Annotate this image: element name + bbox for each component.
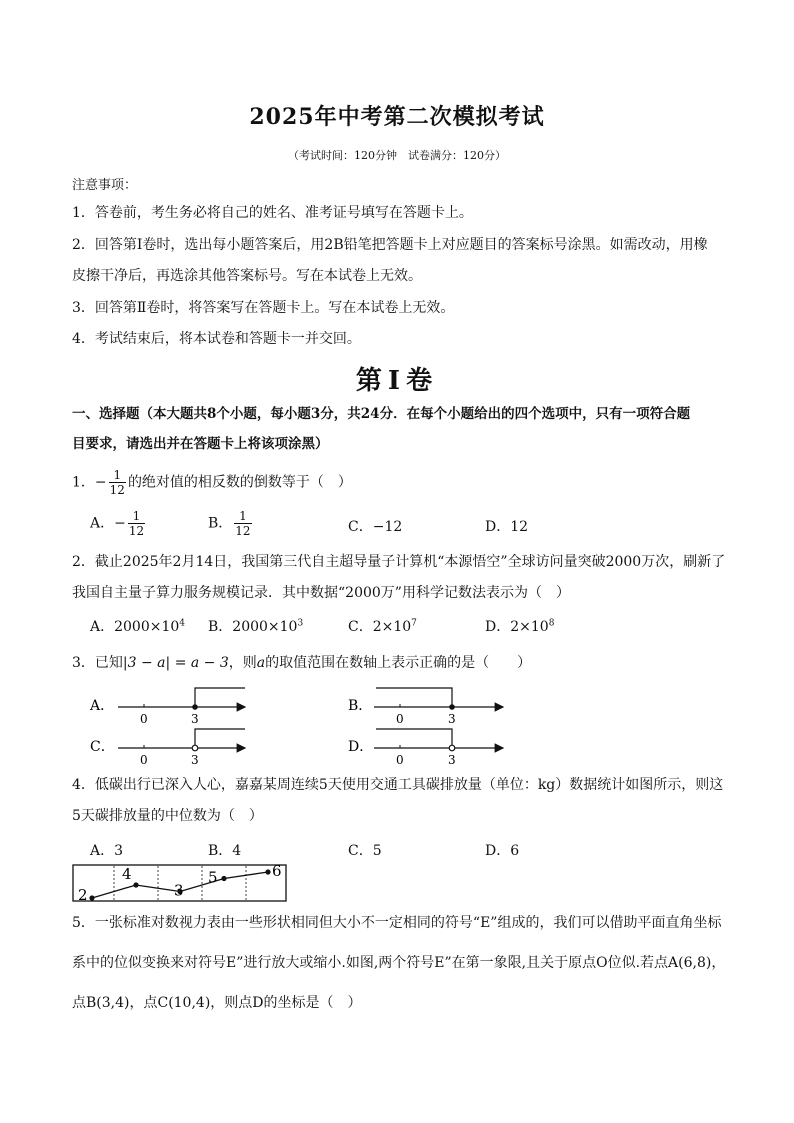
q2-option-a-exp: 4 — [179, 618, 186, 629]
q1-option-b-label: B． — [208, 515, 233, 532]
q1-option-a-den: 12 — [128, 524, 145, 538]
q1-option-b-fraction — [234, 509, 251, 538]
q1-option-b-num: 1 — [234, 509, 251, 524]
q3-prefix: 3．已知 — [72, 655, 123, 671]
question-5: 5．一张标准对数视力表由一些形状相同但大小不一定相同的符号“E”组成的，我们可以借助平面直角坐标 — [72, 915, 722, 931]
q3-expression: |3 − a| = a − 3 — [122, 655, 229, 671]
note-item-3: 3．回答第Ⅱ卷时，将答案写在答题卡上。写在本试卷上无效。 — [72, 300, 455, 316]
chart-point — [221, 876, 226, 881]
chart-point-label: 6 — [272, 864, 282, 880]
q1-fraction — [109, 468, 126, 497]
q3-number-line-d — [374, 729, 503, 767]
q3-option-b-label: B． — [348, 698, 373, 714]
question-5-cont: 系中的位似变换来对符号E”进行放大或缩小.如图,两个符号E”在第一象限,且关于原点O位似.若点A(6,8)， — [72, 955, 726, 971]
question-2-cont: 我国自主量子算力服务规模记录．其中数据“2000万”用科学记数法表示为（ ） — [72, 585, 570, 601]
q3-option-c-label: C． — [90, 739, 115, 755]
q2-option-b — [208, 616, 303, 636]
q4-option-c: C．5 — [348, 843, 382, 859]
chart-point — [265, 869, 270, 874]
chart-point-label: 2 — [78, 886, 88, 904]
q3-number-line-a — [118, 688, 245, 726]
chart-point — [133, 882, 138, 887]
question-5-cont-2: 点B(3,4)，点C(10,4)，则点D的坐标是（ ） — [72, 995, 362, 1011]
q2-option-c-exp: 7 — [411, 618, 417, 629]
q4-option-d: D．6 — [485, 843, 520, 859]
q3-d-tick-3: 3 — [448, 753, 456, 767]
q1-option-a-fraction — [128, 509, 145, 538]
q2-option-d-exp: 8 — [548, 618, 555, 629]
q1-frac-den: 12 — [109, 483, 125, 497]
question-4-cont: 5天碳排放量的中位数为（ ） — [72, 808, 263, 824]
q3-option-d-label: D． — [348, 739, 374, 755]
exam-title: 2025年中考第二次模拟考试 — [249, 104, 545, 130]
section-intro-cont: 目要求，请选出并在答题卡上将该项涂黑） — [72, 436, 329, 452]
q1-option-b — [208, 509, 254, 538]
q1-option-a — [90, 509, 147, 538]
q2-option-b-base: B．2000×10 — [208, 619, 298, 635]
q2-option-b-exp: 3 — [297, 618, 304, 629]
chart-point — [89, 895, 94, 900]
question-3 — [72, 653, 531, 673]
chart-point-label: 5 — [208, 868, 218, 887]
note-item-4: 4．考试结束后，将本试卷和答题卡一并交回。 — [72, 331, 361, 347]
question-4: 4．低碳出行已深入人心，嘉嘉某周连续5天使用交通工具碳排放量（单位：kg）数据统计如图所示，则这 — [72, 777, 724, 793]
q2-option-a-base: A．2000×10 — [90, 619, 180, 635]
notes-heading: 注意事项： — [72, 178, 138, 193]
q1-text: 的绝对值的相反数的倒数等于（ ） — [127, 474, 352, 491]
chart-point-label: 3 — [174, 881, 184, 900]
q3-c-tick-0: 0 — [140, 753, 148, 767]
q2-option-d — [485, 616, 554, 636]
q3-variable: a — [256, 655, 266, 671]
q3-b-tick-3: 3 — [448, 712, 456, 726]
q3-d-tick-0: 0 — [396, 753, 404, 767]
chart-point-label: 4 — [122, 865, 132, 883]
q1-option-a-sign: − — [114, 515, 126, 532]
q3-b-tick-0: 0 — [396, 712, 404, 726]
q2-option-c-base: C．2×10 — [348, 619, 412, 635]
q4-emission-chart — [72, 864, 288, 904]
q1-frac-num: 1 — [109, 468, 126, 483]
section-intro: 一、选择题（本大题共8个小题，每小题3分，共24分．在每个小题给出的四个选项中，只有一项符合题 — [72, 406, 691, 422]
q3-c-tick-3: 3 — [191, 753, 199, 767]
q4-option-b: B．4 — [208, 843, 242, 859]
q4-option-a: A．3 — [90, 843, 124, 859]
q3-mid: ，则 — [228, 655, 257, 671]
q3-a-tick-0: 0 — [140, 712, 148, 726]
q2-option-c — [348, 616, 417, 636]
q1-number: 1． — [72, 474, 95, 491]
q1-option-b-den: 12 — [235, 524, 251, 538]
q3-a-tick-3: 3 — [191, 712, 199, 726]
q1-option-d: D．12 — [485, 519, 529, 535]
q1-option-a-label: A． — [90, 515, 115, 532]
q3-option-a-label: A． — [90, 698, 115, 714]
note-item-1: 1．答卷前，考生务必将自己的姓名、准考证号填写在答题卡上。 — [72, 205, 473, 221]
q3-number-lines — [0, 680, 794, 770]
section-title: 第Ⅰ卷 — [355, 366, 439, 396]
q3-suffix: 的取值范围在数轴上表示正确的是（ ） — [265, 655, 532, 671]
q2-option-a — [90, 616, 185, 636]
q1-option-c: C．−12 — [348, 519, 403, 535]
question-1 — [72, 468, 352, 497]
chart-series — [78, 864, 282, 904]
note-item-2: 2．回答第Ⅰ卷时，选出每小题答案后，用2B铅笔把答题卡上对应题目的答案标号涂黑。如需改动，用橡 — [72, 237, 708, 253]
note-item-2-cont: 皮擦干净后，再选涂其他答案标号。写在本试卷上无效。 — [72, 268, 422, 284]
exam-subtitle: （考试时间：120分钟 试卷满分：120分） — [288, 149, 506, 162]
q1-option-a-num: 1 — [128, 509, 145, 524]
q3-number-line-b — [374, 688, 503, 726]
q3-number-line-c — [118, 729, 245, 767]
q1-minus: − — [94, 474, 107, 491]
q2-option-d-base: D．2×10 — [485, 619, 549, 635]
question-2: 2．截止2025年2月14日，我国第三代自主超导量子计算机“本源悟空”全球访问量突破2000万次，刷新了 — [72, 554, 726, 570]
